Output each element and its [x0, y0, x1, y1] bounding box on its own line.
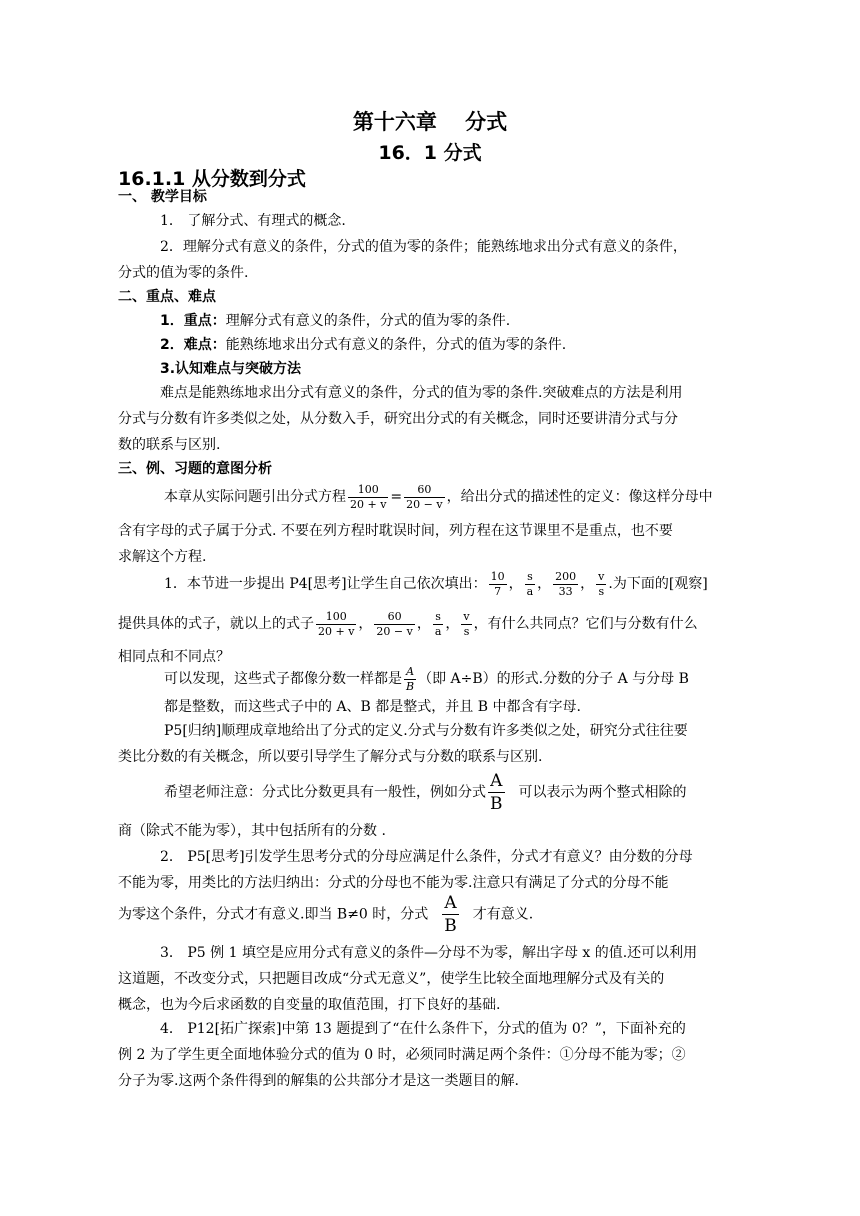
- para3-line1: [164, 664, 689, 694]
- fraction-s-over-a-b: $\frac{s}{a}$: [434, 609, 442, 638]
- fraction-100-over-20-plus-v: $\frac{100}{20 + v}$: [350, 482, 387, 511]
- para6-line3: [118, 892, 533, 937]
- para1-line1: [164, 480, 713, 514]
- para8-line3: 分子为零.这两个条件得到的解集的公共部分才是这一类题目的解.: [118, 1073, 519, 1089]
- fraction-60-over-20-minus-v: $\frac{60}{20 - v}$: [406, 482, 443, 511]
- para1-line2: 含有字母的式子属于分式. 不要在列方程时耽误时间，列方程在这节课里不是重点，也不要: [118, 523, 673, 539]
- para3-text-a: 可以发现，这些式子都像分数一样都是: [164, 671, 402, 687]
- section-title: 16．1 分式: [378, 142, 482, 164]
- para1-text-a: 本章从实际问题引出分式方程: [164, 489, 346, 505]
- difficulty-line-3: 数的联系与区别.: [118, 437, 221, 453]
- para1-line3: 求解这个方程.: [118, 549, 207, 565]
- para2-text-b: .为下面的[观察]: [608, 576, 708, 592]
- fraction-60-over-20-minus-v-b: $\frac{60}{20 - v}$: [376, 609, 413, 638]
- para7-line3: 概念，也为今后求函数的自变量的取值范围，打下良好的基础.: [118, 997, 501, 1013]
- para2-text-c: 提供具体的式子，就以上的式子: [118, 616, 314, 632]
- para3-line2: 都是整数，而这些式子中的 A、B 都是整式，并且 B 中都含有字母.: [164, 699, 581, 715]
- key-point-3-label: 3.认知难点与突破方法: [160, 361, 302, 377]
- difficulty-line-1: 难点是能熟练地求出分式有意义的条件，分式的值为零的条件.突破难点的方法是利用: [160, 385, 683, 401]
- para6-line1: 2． P5[思考]引发学生思考分式的分母应满足什么条件，分式才有意义？由分数的分母: [160, 849, 693, 865]
- fraction-v-over-s: $\frac{v}{s}$: [598, 569, 605, 598]
- heading-teaching-goals: 一、 教学目标: [118, 189, 207, 205]
- subsection-title: 16.1.1 从分数到分式: [118, 168, 306, 190]
- equals-sign: =: [390, 489, 403, 505]
- goal-2-cont: 分式的值为零的条件.: [118, 265, 249, 281]
- difficulty-line-2: 分式与分数有许多类似之处，从分数入手，研究出分式的有关概念，同时还要讲清分式与分: [118, 411, 678, 427]
- fraction-100-over-20-plus-v-b: $\frac{100}{20 + v}$: [318, 609, 355, 638]
- chapter-title: 第十六章 分式: [352, 110, 508, 134]
- para7-line1: 3． P5 例 1 填空是应用分式有意义的条件—分母不为零，解出字母 x 的值.还可以利用: [160, 945, 698, 961]
- para3-text-b: （即 A÷B）的形式.分数的分子 A 与分母 B: [418, 671, 689, 687]
- heading-example-analysis: 三、例、习题的意图分析: [118, 461, 272, 477]
- key-point-1-label: 1．重点：: [160, 313, 226, 329]
- goal-1: 1． 了解分式、有理式的概念.: [160, 213, 346, 229]
- para5-line2: 商（除式不能为零），其中包括所有的分数 .: [118, 823, 386, 839]
- para8-line1: 4． P12[拓广探索]中第 13 题提到了“在什么条件下，分式的值为 0？”，下面补充的: [160, 1021, 686, 1037]
- para6-text-a: 为零这个条件，分式才有意义.即当 B≠0 时，分式: [118, 906, 429, 923]
- fraction-10-over-7: $\frac{10}{7}$: [490, 569, 505, 598]
- key-point-2-label: 2．难点：: [160, 337, 226, 353]
- para4-line1: P5[归纳]顺理成章地给出了分式的定义.分式与分数有许多类似之处，研究分式往往要: [164, 723, 688, 739]
- para6-line2: 不能为零，用类比的方法归纳出：分式的分母也不能为零.注意只有满足了分式的分母不能: [118, 875, 669, 891]
- heading-key-points: 二、重点、难点: [118, 289, 216, 305]
- fraction-s-over-a: $\frac{s}{a}$: [526, 569, 534, 598]
- para5-text-a: 希望老师注意：分式比分数更具有一般性，例如分式: [164, 784, 486, 801]
- fraction-v-over-s-b: $\frac{v}{s}$: [463, 609, 470, 638]
- key-point-1-text: 理解分式有意义的条件，分式的值为零的条件.: [225, 313, 511, 329]
- key-point-2-text: 能熟练地求出分式有意义的条件，分式的值为零的条件.: [225, 337, 567, 353]
- para5-line1: [164, 770, 687, 815]
- para8-line2: 例 2 为了学生更全面地体验分式的值为 0 时，必须同时满足两个条件：①分母不能为零；②: [118, 1047, 686, 1063]
- goal-2: 2．理解分式有意义的条件，分式的值为零的条件；能熟练地求出分式有意义的条件，: [160, 239, 687, 255]
- para5-text-b: 可以表示为两个整式相除的: [518, 784, 687, 801]
- fraction-a-over-b-small: $\frac{A}{B}$: [406, 664, 415, 693]
- para2-line1: 1．本节进一步提出 P4[思考]让学生自己依次填出： $\frac{10}{7}$ ， $\frac{s}{a}$ ， $\frac{200}{33}$ ， $\frac{v}{s}$ .为下面的[观察]: [164, 569, 708, 598]
- para2-text-a: 1．本节进一步提出 P4[思考]让学生自己依次填出：: [164, 576, 487, 592]
- fraction-a-over-b-condition: $\frac{A}{B}$: [444, 893, 457, 936]
- para2-text-d: ，有什么共同点？它们与分数有什么: [473, 616, 698, 632]
- para1-text-b: ，给出分式的描述性的定义：像这样分母中: [446, 489, 713, 505]
- para6-text-b: 才有意义.: [472, 906, 534, 923]
- fraction-a-over-b-large: $\frac{A}{B}$: [490, 771, 503, 814]
- para2-line3: 相同点和不同点？: [118, 649, 230, 665]
- key-point-1: [160, 310, 510, 332]
- para7-line2: 这道题，不改变分式，只把题目改成“分式无意义”，使学生比较全面地理解分式及有关的: [118, 971, 665, 987]
- fraction-200-over-33: $\frac{200}{33}$: [555, 569, 577, 598]
- para4-line2: 类比分数的有关概念，所以要引导学生了解分式与分数的联系与区别.: [118, 749, 543, 765]
- key-point-2: [160, 334, 566, 356]
- para2-line2: 提供具体的式子，就以上的式子 $\frac{100}{20 + v}$ ， $\frac{60}{20 - v}$ ， $\frac{s}{a}$ ， $\frac{v}{s}$ ，有什么共同点？它们与分数有什么: [118, 609, 698, 638]
